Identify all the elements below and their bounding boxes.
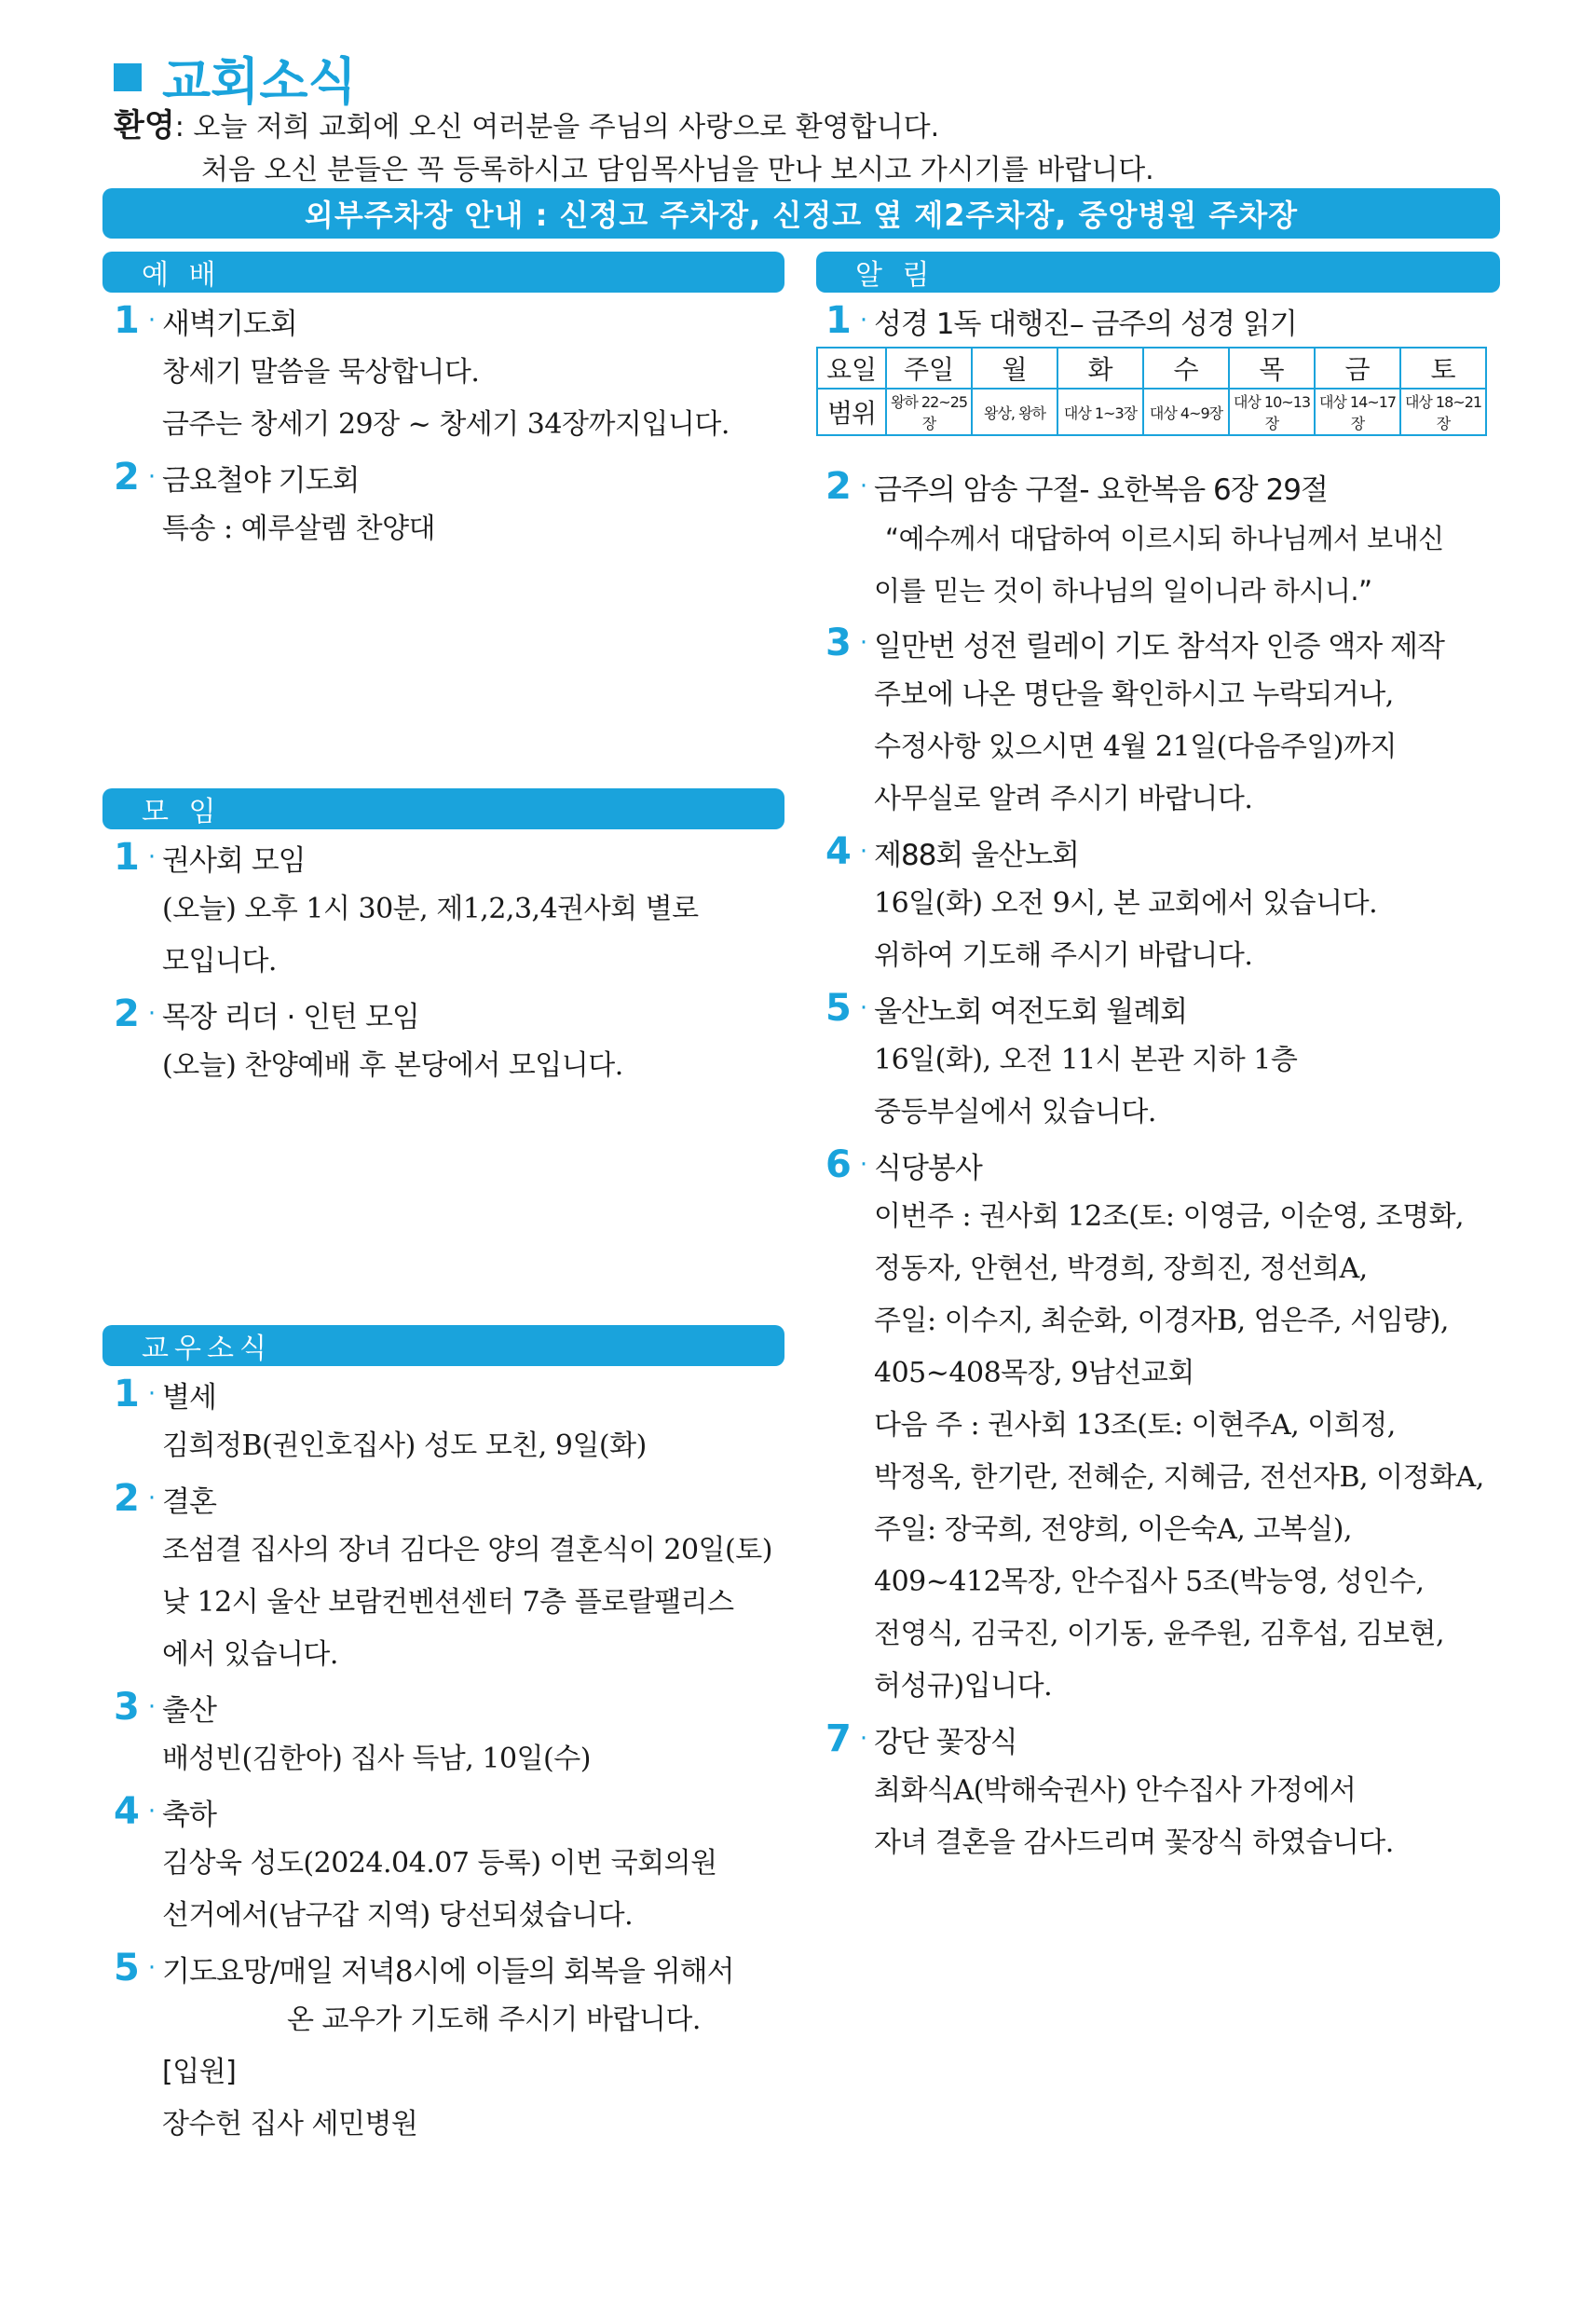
bible-reading-table: 요일 주일 월 화 수 목 금 토 범위 왕하 22~25장 왕상, 왕하 대상 1~3장 대상 4~9장 대상 10~13장 대상 14~17장 대상 18~21장 [816,347,1487,436]
list-item: 1 · 새벽기도회 창세기 말씀을 묵상합니다. 금주는 창세기 29장 ~ 창세기 34장까지입니다. [114,299,730,441]
welcome-label: 환영 [114,107,175,144]
list-item: 5 · 기도요망 /매일 저녁8시에 이들의 회복을 위해서 온 교우가 기도해 주시기 바랍니다. [입원] 장수헌 집사 세민병원 [114,1947,734,2140]
notices-section [825,294,1500,347]
welcome-line-2: 처음 오신 분들은 꼭 등록하시고 담임목사님을 만나 보시고 가시기를 바랍니다. [201,154,1154,186]
section-bar-gathering: 모 임 [102,788,784,829]
welcome-message [114,104,1154,192]
list-item: 2 · 결혼 조섬결 집사의 장녀 김다은 양의 결혼식이 20일(토) 낮 12시 울산 보람컨벤션센터 7층 플로랄팰리스 에서 있습니다. [114,1477,772,1671]
list-item: 1 · 권사회 모임 (오늘) 오후 1시 30분, 제1,2,3,4권사회 별로 모입니다. [114,836,699,978]
list-item: 3 · 출산 배성빈(김한아) 집사 득남, 10일(수) [114,1686,591,1775]
list-item: 6 · 식당봉사 이번주 : 권사회 12조(토: 이영금, 이순영, 조명화, 정동자, 안현선, 박경희, 장희진, 정선희A, 주일: 이수지, 최순화, 이경자B, 엄은주, 서임량), 405~408목장, 9남선교회 다음 주 : 권사회 13조(토: 이현주A, 이희정, 박정옥, 한기란, 전혜순, 지혜금, 전선자B, 이정화A, 주일: 장국희, 전양희, 이은숙A, 고복실), 409~412목장, 안수집사 5조(박능영, 성인수, 전영식, 김국진, 이기동, 윤주원, 김후섭, 김보현, 허성규)입니다. [825,1143,1484,1702]
section-bar-worship: 예 배 [102,252,784,293]
list-item: 4 · 축하 김상욱 성도(2024.04.07 등록) 이번 국회의원 선거에서(남구갑 지역) 당선되셨습니다. [114,1790,717,1932]
list-item: 1 · 별세 김희정B(권인호집사) 성도 모친, 9일(화) [114,1373,647,1462]
list-item: 3 · 일만번 성전 릴레이 기도 참석자 인증 액자 제작 주보에 나온 명단을 확인하시고 누락되거나, 수정사항 있으시면 4월 21일(다음주일)까지 사무실로 알려 주시기 바랍니다. [825,622,1444,815]
section-bar-notices: 알 림 [816,252,1500,293]
list-item: 7 · 강단 꽃장식 최화식A(박해숙권사) 안수집사 가정에서 자녀 결혼을 감사드리며 꽃장식 하였습니다. [825,1717,1394,1859]
page-title: 교회소식 [162,51,357,111]
parking-banner: 외부주차장 안내 : 신정고 주차장, 신정고 옆 제2주차장, 중앙병원 주차장 [102,188,1500,239]
list-item: 2 · 금요철야 기도회 특송 : 예루살렘 찬양대 [114,456,436,545]
worship-section [114,294,784,555]
list-item: 5 · 울산노회 여전도회 월례회 16일(화), 오전 11시 본관 지하 1층 중등부실에서 있습니다. [825,987,1298,1128]
section-bar-members: 교우소식 [102,1325,784,1366]
page-title-row [114,45,357,110]
gathering-section [114,831,784,1092]
notices-section-continued [825,460,1500,1869]
welcome-line-1: : 오늘 저희 교회에 오신 여러분을 주님의 사랑으로 환영합니다. [174,111,940,144]
square-bullet-icon [114,63,142,91]
list-item: 2 · 금주의 암송 구절 - 요한복음 6장 29절 “예수께서 대답하여 이르시되 하나님께서 보내신 이를 믿는 것이 하나님의 일이니라 하시니.” [825,465,1444,607]
list-item: 2 · 목장 리더 · 인턴 모임 (오늘) 찬양예배 후 본당에서 모입니다. [114,992,623,1082]
list-item: 4 · 제88회 울산노회 16일(화) 오전 9시, 본 교회에서 있습니다. 위하여 기도해 주시기 바랍니다. [825,830,1378,972]
members-section [114,1368,784,2151]
list-item: 1 · 성경 1독 대행진 – 금주의 성경 읽기 [825,299,1297,342]
